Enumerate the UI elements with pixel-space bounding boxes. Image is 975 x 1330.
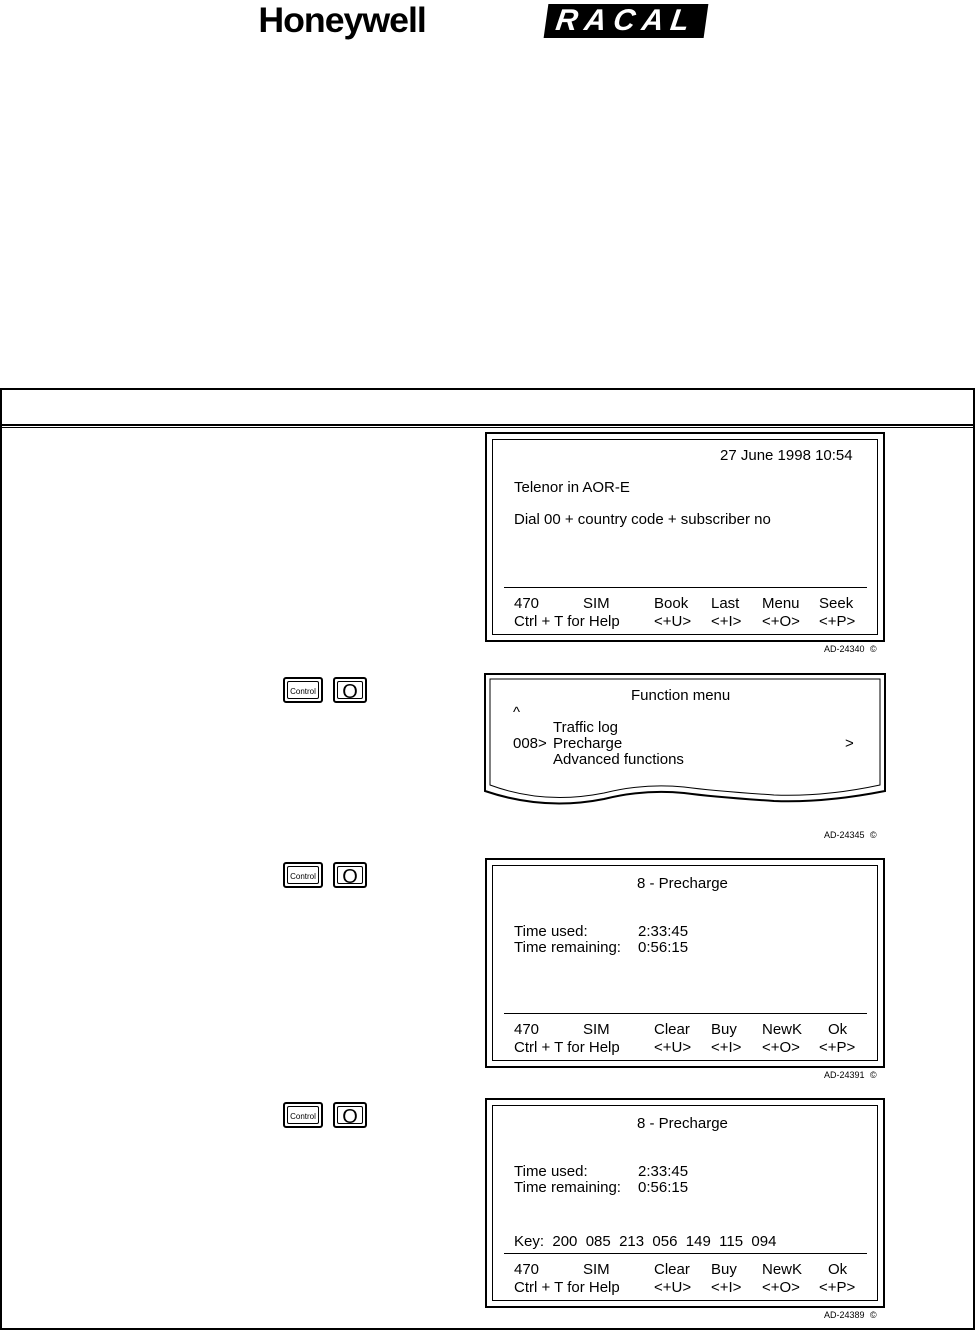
copyright-mark: © [870,644,877,654]
softkey-ok: Ok [828,1021,848,1038]
softkey-last: Last [711,595,740,612]
softkey-book: Book [654,595,689,612]
softkey-buy: Buy [711,1021,737,1038]
dial-instruction: Dial 00 + country code + subscriber no [514,511,771,528]
scroll-up-caret: ^ [513,704,521,721]
softkey-buy: Buy [711,1261,737,1278]
softkey-seek: Seek [819,595,854,612]
menu-title: Function menu [631,687,731,704]
screen-title: 8 - Precharge [637,875,728,892]
table-header-row [2,390,973,426]
time-remaining-value: 0:56:15 [638,1179,689,1196]
time-used-label: Time used: [514,923,588,940]
menu-item-traffic-log: Traffic log [553,719,619,736]
hotkey-i: <+I> [711,1039,742,1056]
screen-panel-idle [485,432,885,642]
hotkey-u: <+U> [654,1279,692,1296]
hotkey-p: <+P> [819,1039,856,1056]
screen-panel-precharge-key [485,1098,885,1308]
hotkey-u: <+U> [654,1039,692,1056]
time-remaining-label: Time remaining: [514,939,621,956]
submenu-arrow: > [845,735,854,752]
softkey-sim: SIM [583,595,610,612]
menu-item-precharge: Precharge [553,735,623,752]
honeywell-logo: Honeywell [258,1,426,40]
control-key-icon: Control [283,862,323,888]
figure-code: AD-24391 [824,1070,865,1080]
o-key-icon: O [333,862,367,888]
copyright-mark: © [870,1070,877,1080]
softkey-divider [504,587,867,588]
hotkey-o: <+O> [762,1279,800,1296]
hotkey-p: <+P> [819,1279,856,1296]
time-remaining-value: 0:56:15 [638,939,689,956]
softkey-newk: NewK [762,1021,803,1038]
screen-title: 8 - Precharge [637,1115,728,1132]
hotkey-o: <+O> [762,613,800,630]
softkey-divider [504,1253,867,1254]
time-used-value: 2:33:45 [638,1163,689,1180]
softkey-clear: Clear [654,1021,690,1038]
help-hint: Ctrl + T for Help [514,613,620,630]
help-hint: Ctrl + T for Help [514,1039,620,1056]
figure-code: AD-24345 [824,830,865,840]
copyright-mark: © [870,1310,877,1320]
menu-item-number: 008> [513,735,547,752]
time-used-label: Time used: [514,1163,588,1180]
softkey-470: 470 [514,595,540,612]
help-hint: Ctrl + T for Help [514,1279,620,1296]
softkey-sim: SIM [583,1261,610,1278]
hotkey-u: <+U> [654,613,692,630]
hotkey-i: <+I> [711,1279,742,1296]
softkey-clear: Clear [654,1261,690,1278]
network-status: Telenor in AOR-E [514,479,630,496]
hotkey-i: <+I> [711,613,742,630]
softkey-470: 470 [514,1261,540,1278]
softkey-newk: NewK [762,1261,803,1278]
figure-code: AD-24340 [824,644,865,654]
date-time: 27 June 1998 10:54 [720,447,853,464]
figure-code: AD-24389 [824,1310,865,1320]
hotkey-o: <+O> [762,1039,800,1056]
o-key-icon: O [333,1102,367,1128]
o-key-icon: O [333,677,367,703]
racal-logo: RACAL [544,4,709,38]
menu-item-advanced-functions: Advanced functions [553,751,684,768]
control-key-icon: Control [283,1102,323,1128]
control-key-icon: Control [283,677,323,703]
hotkey-p: <+P> [819,613,856,630]
time-remaining-label: Time remaining: [514,1179,621,1196]
screen-panel-precharge [485,858,885,1068]
key-code-line: Key: 200 085 213 056 149 115 094 [514,1233,777,1250]
softkey-menu: Menu [762,595,800,612]
copyright-mark: © [870,830,877,840]
softkey-ok: Ok [828,1261,848,1278]
softkey-470: 470 [514,1021,540,1038]
softkey-divider [504,1013,867,1014]
table-header-divider [2,427,973,428]
softkey-sim: SIM [583,1021,610,1038]
time-used-value: 2:33:45 [638,923,689,940]
